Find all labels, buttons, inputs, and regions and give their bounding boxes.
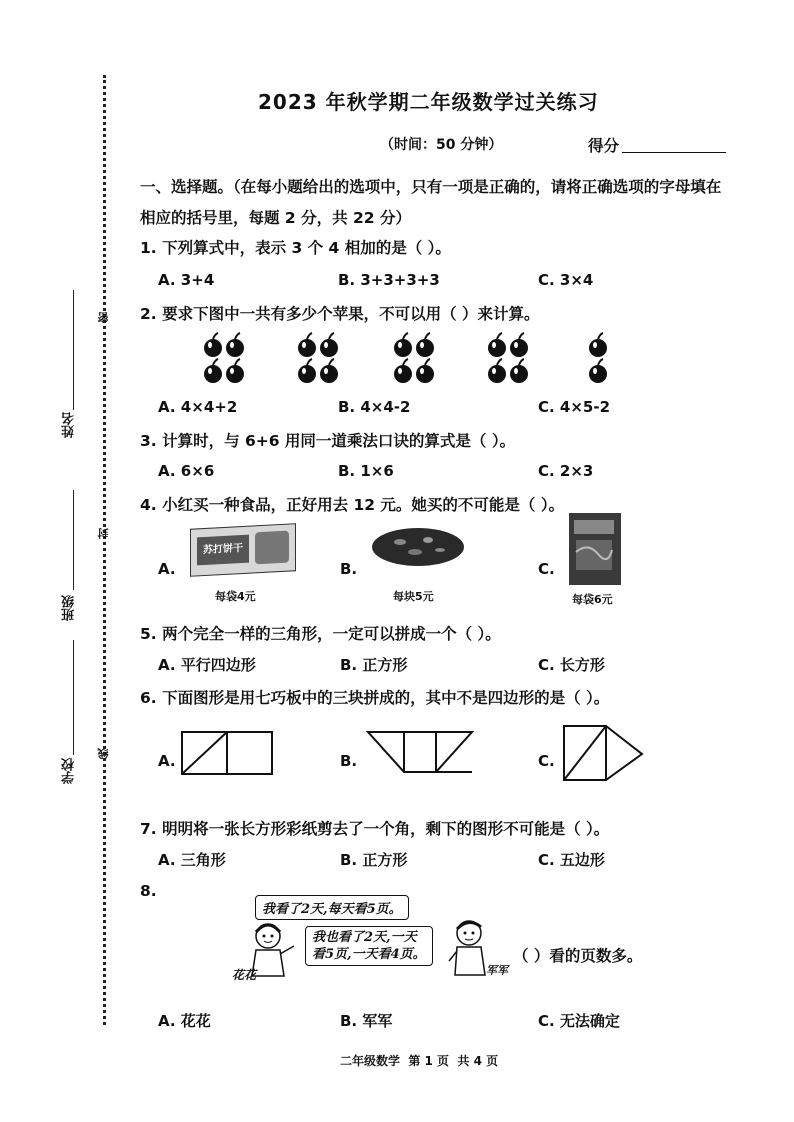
q1-option-b: B. 3+3+3+3 (338, 271, 440, 289)
q5-stem: 5. 两个完全一样的三角形，一定可以拼成一个（ ）。 (140, 625, 501, 643)
q6-option-c: C. (538, 752, 555, 770)
apple-group-4 (488, 333, 528, 383)
q7-option-b: B. 正方形 (340, 851, 408, 869)
q4-stem: 4. 小红买一种食品，正好用去 12 元。她买的不可能是（ ）。 (140, 496, 565, 514)
school-underline (73, 640, 74, 755)
q4-price-b: 每块5元 (393, 590, 434, 603)
apple-group-2 (298, 333, 338, 383)
snack-bag-image (568, 512, 622, 586)
q7-option-a: A. 三角形 (158, 851, 226, 869)
q3-option-c: C. 2×3 (538, 462, 594, 480)
q8-option-b: B. 军军 (340, 1012, 393, 1030)
bubble-junjun-line2: 看5页,一天看4页。 (312, 947, 426, 962)
shape-a (180, 730, 276, 776)
q4-price-c: 每袋6元 (572, 593, 613, 606)
apples-figure (195, 328, 625, 388)
name-underline (73, 290, 74, 410)
class-label: 班级 (62, 595, 77, 621)
q2-option-b: B. 4×4-2 (338, 398, 411, 416)
q6-stem: 6. 下面图形是用七巧板中的三块拼成的，其中不是四边形的是（ ）。 (140, 689, 610, 707)
biscuit-pack-photo (255, 531, 289, 565)
biscuit-pack-label: 苏打饼干 (197, 535, 249, 566)
biscuit-pack-image (190, 523, 296, 577)
apple-group-3 (394, 333, 434, 383)
q8-option-a: A. 花花 (158, 1012, 211, 1030)
q4-option-a: A. (158, 560, 176, 578)
name-junjun: 军军 (486, 964, 508, 977)
page-title: 2023 年秋学期二年级数学过关练习 (258, 90, 599, 114)
bubble-junjun-line1: 我也看了2天,一天 (312, 930, 417, 945)
school-label: 学校 (62, 758, 77, 784)
seal-char-2: 封 (97, 528, 110, 539)
q8-option-c: C. 无法确定 (538, 1012, 620, 1030)
q6-option-b: B. (340, 752, 358, 770)
q2-stem: 2. 要求下图中一共有多少个苹果，不可以用（ ）来计算。 (140, 305, 540, 323)
q8-blank-prompt: （ ）看的页数多。 (513, 947, 643, 965)
q5-option-a: A. 平行四边形 (158, 656, 256, 674)
section1-line2: 相应的括号里，每题 2 分，共 22 分） (140, 209, 411, 227)
shape-c (562, 720, 646, 782)
q3-option-a: A. 6×6 (158, 462, 215, 480)
q1-option-a: A. 3+4 (158, 271, 215, 289)
name-label: 姓名 (62, 412, 77, 438)
q2-option-a: A. 4×4+2 (158, 398, 238, 416)
q8-number: 8. (140, 882, 157, 900)
q1-stem: 1. 下列算式中，表示 3 个 4 相加的是（ ）。 (140, 239, 451, 257)
flatbread-image (370, 522, 466, 572)
speech-bubble-junjun (305, 926, 433, 966)
q5-option-b: B. 正方形 (340, 656, 408, 674)
q7-stem: 7. 明明将一张长方形彩纸剪去了一个角，剩下的图形不可能是（ ）。 (140, 820, 610, 838)
seal-char-3: 线 (97, 748, 110, 759)
page-footer: 二年级数学 第 1 页 共 4 页 (340, 1054, 499, 1068)
binding-dotted-line (103, 75, 106, 1025)
speech-bubble-huahua: 我看了2天,每天看5页。 (255, 895, 409, 920)
apple-group-5 (589, 333, 607, 383)
class-underline (73, 490, 74, 590)
q1-option-c: C. 3×4 (538, 271, 594, 289)
section1-line1: 一、选择题。（在每小题给出的选项中，只有一项是正确的，请将正确选项的字母填在 (140, 178, 722, 196)
shape-b (364, 728, 480, 776)
q2-option-c: C. 4×5-2 (538, 398, 611, 416)
q4-option-b: B. (340, 560, 358, 578)
apple-group-1 (204, 333, 244, 383)
q4-price-a: 每袋4元 (215, 590, 256, 603)
score-blank (622, 152, 726, 153)
q4-option-c: C. (538, 560, 555, 578)
q5-option-c: C. 长方形 (538, 656, 605, 674)
time-label: （时间：50 分钟） (380, 137, 503, 153)
name-huahua: 花花 (232, 968, 257, 982)
seal-char-1: 密 (97, 312, 110, 323)
q7-option-c: C. 五边形 (538, 851, 605, 869)
score-label: 得分 (588, 137, 620, 155)
q3-stem: 3. 计算时，与 6+6 用同一道乘法口诀的算式是（ ）。 (140, 432, 516, 450)
q3-option-b: B. 1×6 (338, 462, 394, 480)
q6-option-a: A. (158, 752, 176, 770)
